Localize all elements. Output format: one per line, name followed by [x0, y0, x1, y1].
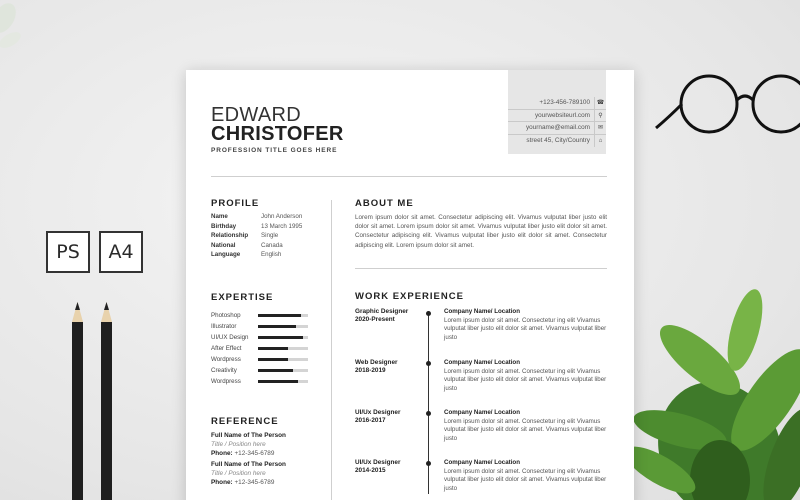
profile-row — [211, 223, 321, 233]
skill-name: After Effect — [211, 345, 242, 352]
corner-leaf-icon — [0, 0, 23, 51]
profile-row — [211, 242, 321, 252]
job-details — [444, 409, 610, 443]
contact-row-website — [508, 110, 606, 123]
contact-row-email — [508, 122, 606, 135]
job-description: Lorem ipsum dolor sit amet. Consectetur ing elit Vivamus vulputat liber justo elit dolor sit amet. Vivamus vulputat liber justo — [444, 417, 607, 442]
reference-item — [211, 461, 331, 487]
home-icon: ⌂ — [594, 135, 606, 147]
phone-icon: ☎ — [594, 97, 606, 109]
profile-key: Relationship — [211, 232, 249, 240]
skill-bar-fill — [258, 358, 288, 360]
job-role: Web Designer — [355, 359, 398, 366]
skill-name: Creativity — [211, 367, 237, 374]
job-description: Lorem ipsum dolor sit amet. Consectetur ing elit Vivamus vulputat liber justo elit dolor sit amet. Vivamus vulputat liber justo — [444, 467, 607, 492]
skill-bar — [258, 325, 308, 327]
reference-heading: REFERENCE — [211, 416, 279, 427]
ps-badge — [46, 231, 90, 273]
skill-name: Wordpress — [211, 356, 241, 363]
profile-row — [211, 213, 321, 223]
profile-key: Name — [211, 213, 228, 220]
skill-name: Wordpress — [211, 378, 241, 385]
skill-bar — [258, 380, 308, 382]
profile-value: English — [261, 251, 282, 259]
reference-phone-label: Phone: — [211, 449, 233, 457]
skill-bar — [258, 358, 308, 360]
about-heading: ABOUT ME — [355, 198, 414, 209]
reference-item — [211, 432, 331, 458]
job-title — [355, 459, 430, 475]
header-divider — [211, 176, 607, 177]
skill-row — [211, 310, 311, 321]
contact-address: street 45, City/Country — [526, 137, 590, 145]
expertise-heading: EXPERTISE — [211, 292, 274, 303]
a4-badge-label: A4 — [108, 241, 134, 263]
job-title — [355, 308, 430, 324]
skill-row — [211, 376, 311, 387]
skill-bar — [258, 369, 308, 371]
profile-key: National — [211, 241, 236, 249]
reference-phone-label: Phone: — [211, 478, 233, 486]
job-company: Company Name/ Location — [444, 459, 520, 466]
about-text: Lorem ipsum dolor sit amet. Consectetur adipiscing elit. Vivamus vulputat liber justo elit dolor sit amet. Lorem ipsum dolor sit amet. Vivamus vulputat liber justo elit dolor sit amet. Consectetur adipiscing elit. Vivamus vulputat liber justo elit dolor sit amet. Consectetur adipiscing elit. Lorem ipsum dolor sit amet. — [355, 214, 607, 249]
reference-list — [211, 432, 331, 491]
skill-bar-fill — [258, 314, 301, 316]
skill-name: Illustrator — [211, 323, 237, 330]
profile-value: Single — [261, 232, 279, 240]
mail-icon: ✉ — [594, 122, 606, 134]
profile-key: Birthday — [211, 222, 237, 230]
job-role: UI/Ux Designer — [355, 409, 401, 416]
contact-row-phone — [508, 97, 606, 110]
first-name: EDWARD — [211, 104, 301, 126]
skill-row — [211, 365, 311, 376]
job-years: 2014-2015 — [355, 467, 386, 474]
resume-page — [186, 70, 634, 500]
job-company: Company Name/ Location — [444, 409, 520, 416]
profile-row — [211, 232, 321, 242]
skill-bar — [258, 347, 308, 349]
job-details — [444, 459, 610, 493]
skill-bar-fill — [258, 369, 293, 371]
ps-badge-label: PS — [56, 241, 80, 263]
job-title — [355, 409, 430, 425]
pencil-icon — [72, 302, 112, 500]
profession-title: PROFESSION TITLE GOES HERE — [211, 147, 338, 154]
a4-badge — [99, 231, 143, 273]
profile-value: Canada — [261, 241, 283, 249]
contact-email: yourname@email.com — [525, 124, 590, 132]
plant-icon — [618, 286, 800, 500]
job-role: Graphic Designer — [355, 308, 409, 315]
job-company: Company Name/ Location — [444, 359, 520, 366]
skill-bar-fill — [258, 347, 288, 349]
skill-row — [211, 332, 311, 343]
skill-bar-fill — [258, 380, 298, 382]
job-details — [444, 359, 610, 393]
last-name: CHRISTOFER — [211, 123, 344, 145]
profile-list — [211, 213, 321, 261]
job-years: 2016-2017 — [355, 417, 386, 424]
about-divider — [355, 268, 607, 269]
contact-row-address — [508, 135, 606, 148]
profile-row — [211, 251, 321, 261]
work-heading: WORK EXPERIENCE — [355, 291, 464, 302]
reference-phone — [211, 479, 331, 488]
contact-box — [508, 70, 606, 154]
skill-bar-fill — [258, 336, 303, 338]
reference-phone-number: +12-345-6789 — [234, 449, 275, 457]
job-details — [444, 308, 610, 342]
skill-bar — [258, 336, 308, 338]
job-years: 2018-2019 — [355, 367, 386, 374]
profile-heading: PROFILE — [211, 198, 260, 209]
profile-key: Language — [211, 251, 241, 259]
reference-phone-number: +12-345-6789 — [234, 478, 275, 486]
reference-name: Full Name of The Person — [211, 461, 286, 469]
job-company: Company Name/ Location — [444, 308, 520, 315]
profile-value: John Anderson — [261, 213, 303, 220]
column-divider — [331, 200, 332, 500]
skill-bar-fill — [258, 325, 296, 327]
skill-row — [211, 343, 311, 354]
skill-name: Photoshop — [211, 312, 241, 319]
reference-title: Title / Position here — [211, 470, 266, 478]
reference-name: Full Name of The Person — [211, 432, 286, 439]
profile-value: 13 March 1995 — [261, 222, 303, 230]
link-icon: ⚲ — [594, 109, 606, 121]
job-title — [355, 359, 430, 375]
reference-title: Title / Position here — [211, 440, 266, 448]
job-description: Lorem ipsum dolor sit amet. Consectetur ing elit Vivamus vulputat liber justo elit dolor sit amet. Vivamus vulputat liber justo — [444, 316, 607, 341]
skill-row — [211, 354, 311, 365]
skill-name: UI/UX Design — [211, 334, 249, 341]
contact-phone: +123-456-789100 — [539, 99, 590, 107]
reference-phone — [211, 450, 331, 459]
job-role: UI/Ux Designer — [355, 459, 401, 466]
skill-row — [211, 321, 311, 332]
job-description: Lorem ipsum dolor sit amet. Consectetur ing elit Vivamus vulputat liber justo elit dolor sit amet. Vivamus vulputat liber justo — [444, 367, 607, 392]
job-years: 2020-Present — [355, 316, 395, 323]
skill-bar — [258, 314, 308, 316]
glasses-icon — [656, 76, 800, 132]
contact-website: yourwebsiteurl.com — [534, 111, 590, 119]
skills-list — [211, 310, 311, 387]
